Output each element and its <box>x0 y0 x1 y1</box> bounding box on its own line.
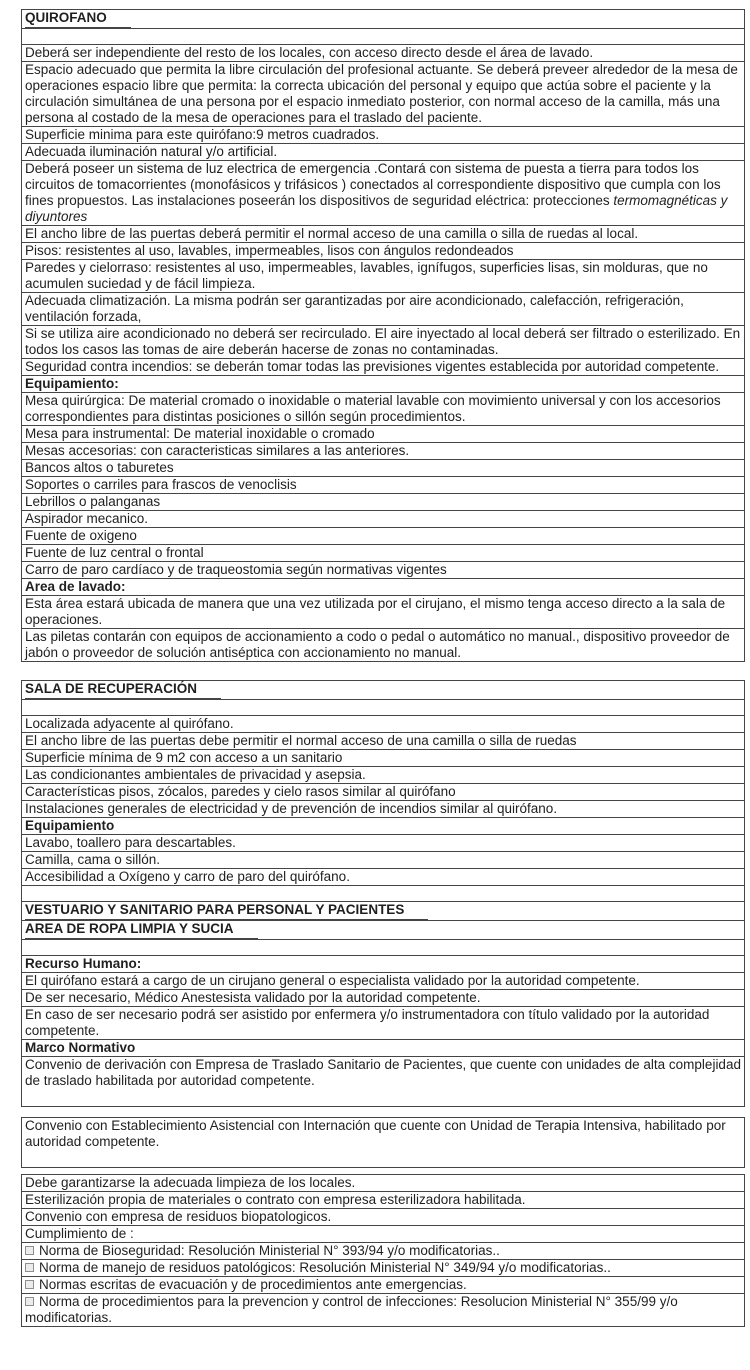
document <box>21 9 745 1327</box>
table-row: Esta área estará ubicada de manera que una vez utilizada por el cirujano, el mismo tenga acceso directo a la sala de operaciones. <box>22 596 744 629</box>
table-row: Características pisos, zócalos, paredes y cielo rasos similar al quirófano <box>22 784 744 801</box>
table-row: Aspirador mecanico. <box>22 511 744 528</box>
table-row: Camilla, cama o sillón. <box>22 852 744 869</box>
table-row: Fuente de luz central o frontal <box>22 545 744 562</box>
table-row <box>22 1243 744 1260</box>
section-header-label: AREA DE ROPA LIMPIA Y SUCIA <box>25 921 258 939</box>
table-row: Cumplimiento de : <box>22 1226 744 1243</box>
section-header-label: SALA DE RECUPERACIÓN <box>25 681 221 699</box>
table-row: Convenio con Establecimiento Asistencial con Internación que cuente con Unidad de Terapia Intensiva, habilitado por autoridad competente. <box>25 1118 726 1149</box>
table-row: Bancos altos o taburetes <box>22 460 744 477</box>
subsection-header: Equipamiento <box>22 818 744 835</box>
table-row: Adecuada climatización. La misma podrán ser garantizadas por aire acondicionado, calefacción, refrigeración, ventilación forzada, <box>22 293 744 326</box>
table-row: Lebrillos o palanganas <box>22 494 744 511</box>
table-row: El quirófano estará a cargo de un cirujano general o especialista validado por la autoridad competente. <box>22 973 744 990</box>
section-sala-de-recuperacion <box>21 680 745 1107</box>
section-header <box>22 921 744 940</box>
section-header-label: QUIROFANO <box>25 10 131 28</box>
table-row: El ancho libre de las puertas deberá permitir el normal acceso de una camilla o silla de ruedas al local. <box>22 226 744 243</box>
table-row: Las piletas contarán con equipos de accionamiento a codo o pedal o automático no manual., dispositivo proveedor de jabón o proveedor de solución antiséptica con accionamiento no manual. <box>25 629 730 660</box>
table-row: De ser necesario, Médico Anestesista validado por la autoridad competente. <box>22 990 744 1007</box>
empty-row <box>22 886 744 902</box>
table-row: Mesa para instrumental: De material inoxidable o cromado <box>22 426 744 443</box>
table-row <box>22 1260 744 1277</box>
checkbox-icon <box>25 1246 34 1255</box>
table-row <box>22 1294 744 1326</box>
table-row: Convenio con empresa de residuos biopatologicos. <box>22 1209 744 1226</box>
table-row: Seguridad contra incendios: se deberán tomar todas las previsiones vigentes establecida por autoridad competente. <box>22 359 744 376</box>
table-row: Lavabo, toallero para descartables. <box>22 835 744 852</box>
table-row: Localizada adyacente al quirófano. <box>22 716 744 733</box>
table-row: Mesa quirúrgica: De material cromado o inoxidable o material lavable con movimiento universal y con los accesorios correspondientes para distintas posiciones o sillón según procedimientos. <box>22 393 744 426</box>
empty-row <box>22 940 744 956</box>
table-row: Paredes y cielorraso: resistentes al uso, impermeables, lavables, ignífugos, superficies lisas, sin molduras, que no acumulen suciedad y de fácil limpieza. <box>22 260 744 293</box>
italic-text: termomagnéticas y diyuntores <box>25 193 728 224</box>
table-row: Superficie mínima de 9 m2 con acceso a un sanitario <box>22 750 744 767</box>
section-header <box>22 681 744 700</box>
section-convenio-internacion <box>21 1117 745 1168</box>
table-row: Deberá ser independiente del resto de los locales, con acceso directo desde el área de lavado. <box>22 45 744 62</box>
section-header-label: VESTUARIO Y SANITARIO PARA PERSONAL Y PACIENTES <box>25 902 428 920</box>
checklist-item-label: Norma de Bioseguridad: Resolución Ministerial N° 393/94 y/o modificatorias.. <box>39 1243 500 1258</box>
empty-row <box>22 29 744 45</box>
table-row: Instalaciones generales de electricidad y de prevención de incendios similar al quirófano. <box>22 801 744 818</box>
table-row: Espacio adecuado que permita la libre circulación del profesional actuante. Se deberá preveer alrededor de la mesa de operaciones espacio libre que permita: la correcta ubicación del personal y equipo que actúa sobre el paciente y la circulación simultánea de una persona por el espacio inmediato posterior, con normal acceso de la camilla, más una persona al costado de la mesa de operaciones para el traslado del paciente. <box>22 62 744 127</box>
table-row: Adecuada iluminación natural y/o artificial. <box>22 144 744 161</box>
table-row: Fuente de oxigeno <box>22 528 744 545</box>
table-row: El ancho libre de las puertas debe permitir el normal acceso de una camilla o silla de ruedas <box>22 733 744 750</box>
table-row: Superficie minima para este quirófano:9 metros cuadrados. <box>22 127 744 144</box>
table-row <box>22 1277 744 1294</box>
table-row: Esterilización propia de materiales o contrato con empresa esterilizadora habilitada. <box>22 1192 744 1209</box>
section-cumplimiento <box>21 1174 745 1327</box>
table-row: Convenio de derivación con Empresa de Traslado Sanitario de Pacientes, que cuente con unidades de alta complejidad de traslado habilitada por autoridad competente. <box>25 1057 741 1088</box>
checkbox-icon <box>25 1280 34 1289</box>
subsection-header: Equipamiento: <box>22 376 744 393</box>
table-row: Soportes o carriles para frascos de venoclisis <box>22 477 744 494</box>
subsection-header: Marco Normativo <box>22 1040 744 1057</box>
checklist-item-label: Norma de manejo de residuos patológicos: Resolución Ministerial N° 349/94 y/o modificatorias.. <box>39 1260 611 1275</box>
table-row: Mesas accesorias: con caracteristicas similares a las anteriores. <box>22 443 744 460</box>
table-row: Las condicionantes ambientales de privacidad y asepsia. <box>22 767 744 784</box>
table-row: Accesibilidad a Oxígeno y carro de paro del quirófano. <box>22 869 744 886</box>
checklist-item-label: Normas escritas de evacuación y de procedimientos ante emergencias. <box>39 1277 467 1292</box>
empty-row <box>22 700 744 716</box>
section-header <box>22 10 744 29</box>
table-row <box>22 161 744 226</box>
table-row: Pisos: resistentes al uso, lavables, impermeables, lisos con ángulos redondeados <box>22 243 744 260</box>
checkbox-icon <box>25 1297 34 1306</box>
checklist-item-label: Norma de procedimientos para la prevencion y control de infecciones: Resolucion Ministerial N° 355/99 y/o modificatorias. <box>25 1294 678 1325</box>
section-header <box>22 902 744 921</box>
subsection-header: Area de lavado: <box>22 579 744 596</box>
subsection-header: Recurso Humano: <box>22 956 744 973</box>
table-row: Carro de paro cardíaco y de traqueostomia según normativas vigentes <box>22 562 744 579</box>
section-quirofano <box>21 9 745 662</box>
checkbox-icon <box>25 1263 34 1272</box>
table-row: En caso de ser necesario podrá ser asistido por enfermera y/o instrumentadora con título validado por la autoridad competente. <box>22 1007 744 1040</box>
table-row: Si se utiliza aire acondicionado no deberá ser recirculado. El aire inyectado al local deberá ser filtrado o esterilizado. En todos los casos las tomas de aire deberán hacerse de zonas no contaminadas. <box>22 326 744 359</box>
row-text: Deberá poseer un sistema de luz electrica de emergencia .Contará con sistema de puesta a tierra para todos los circuitos de tomacorrientes (monofásicos y trifásicos ) conectados al correspondiente dispositivo que cumpla con los fines propuestos. Las instalaciones poseerán los dispositivos de seguridad eléctrica: protecciones <box>25 161 721 208</box>
table-row: Debe garantizarse la adecuada limpieza de los locales. <box>22 1175 744 1192</box>
